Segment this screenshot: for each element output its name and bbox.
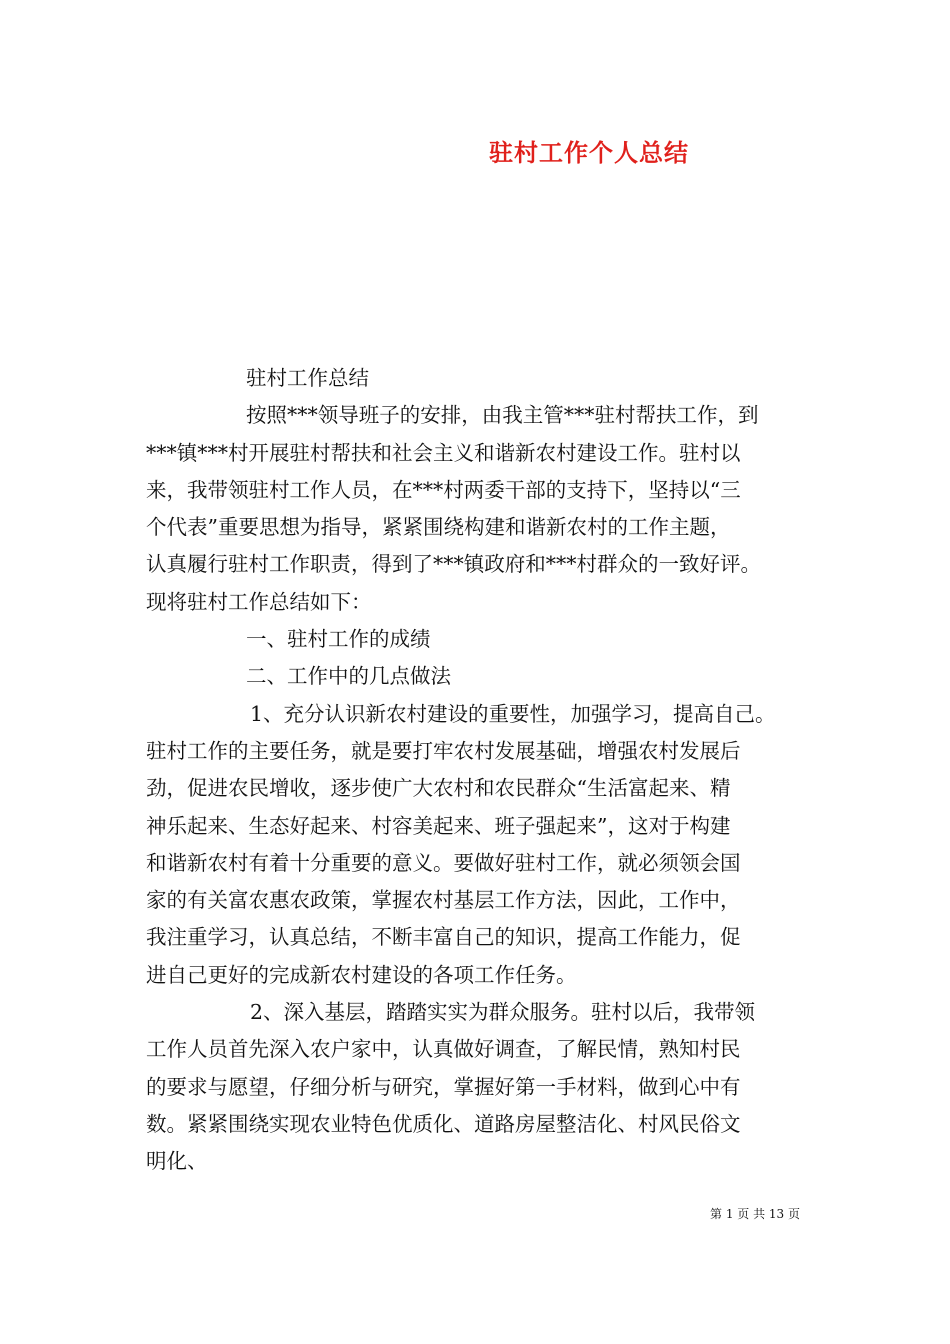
paragraph-line: ***镇***村开展驻村帮扶和社会主义和谐新农村建设工作。驻村以	[146, 440, 741, 465]
paragraph-line: 数。紧紧围绕实现农业特色优质化、道路房屋整洁化、村风民俗文	[146, 1111, 741, 1136]
list-heading: 一、驻村工作的成绩	[246, 627, 431, 652]
paragraph-line: 进自己更好的完成新农村建设的各项工作任务。	[146, 962, 577, 987]
paragraph-line: 个代表”重要思想为指导，紧紧围绕构建和谐新农村的工作主题，	[146, 515, 731, 540]
paragraph-line: 神乐起来、生态好起来、村容美起来、班子强起来”，这对于构建	[146, 813, 731, 838]
list-heading: 二、工作中的几点做法	[246, 664, 451, 689]
paragraph-line: 驻村工作的主要任务，就是要打牢农村发展基础，增强农村发展后	[146, 738, 741, 763]
paragraph-line: 劲，促进农民增收，逐步使广大农村和农民群众“生活富起来、精	[146, 776, 731, 801]
paragraph-line: 我注重学习，认真总结，不断丰富自己的知识，提高工作能力，促	[146, 925, 741, 950]
document-title: 驻村工作个人总结	[489, 138, 689, 167]
paragraph-line: 和谐新农村有着十分重要的意义。要做好驻村工作，就必须领会国	[146, 850, 741, 875]
paragraph-line: 的要求与愿望，仔细分析与研究，掌握好第一手材料，做到心中有	[146, 1074, 741, 1099]
section-heading: 驻村工作总结	[246, 366, 369, 390]
document-body	[146, 360, 826, 1181]
page-number: 第 1 页 共 13 页	[710, 1207, 800, 1221]
paragraph-line: 来，我带领驻村工作人员，在***村两委干部的支持下，坚持以“三	[146, 477, 741, 502]
paragraph-line: 家的有关富农惠农政策，掌握农村基层工作方法，因此，工作中，	[146, 888, 741, 913]
paragraph-line: 认真履行驻村工作职责，得到了***镇政府和***村群众的一致好评。	[146, 552, 761, 577]
paragraph-line: 2、深入基层，踏踏实实为群众服务。驻村以后，我带领	[250, 1000, 756, 1025]
paragraph-line: 按照***领导班子的安排，由我主管***驻村帮扶工作，到	[246, 403, 759, 428]
paragraph-line: 现将驻村工作总结如下：	[146, 589, 372, 614]
paragraph-line: 明化、	[146, 1149, 208, 1174]
paragraph-line: 工作人员首先深入农户家中，认真做好调查，了解民情，熟知村民	[146, 1037, 741, 1062]
paragraph-line: 1、充分认识新农村建设的重要性，加强学习，提高自己。	[250, 701, 776, 726]
